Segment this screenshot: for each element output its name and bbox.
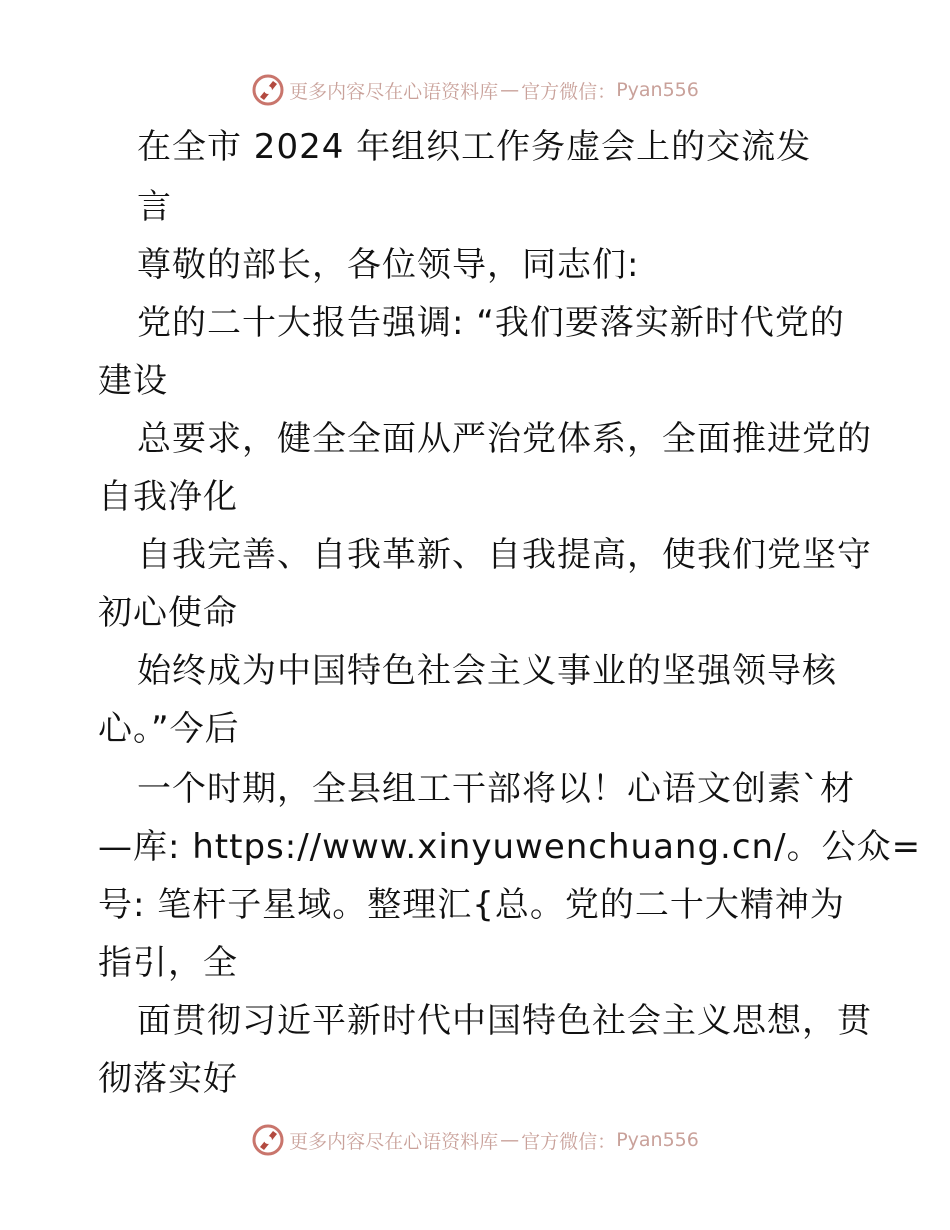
watermark-contact-id: Pyan556 — [616, 1129, 699, 1151]
paragraph-line: 自我净化 — [98, 477, 238, 517]
paragraph-line: 自我完善、自我革新、自我提高，使我们党坚守 — [137, 535, 872, 575]
brand-logo-icon — [251, 1123, 285, 1157]
paragraph-line: 初心使命 — [98, 593, 238, 633]
paragraph-line: 始终成为中国特色社会主义事业的坚强领导核 — [137, 651, 837, 691]
paragraph-line: 建设 — [98, 361, 168, 401]
watermark-contact-label: 官方微信： — [521, 80, 617, 103]
watermark-text: 更多内容尽在心语资料库 — [289, 1130, 499, 1153]
paragraph-line: 指引，全 — [98, 943, 238, 983]
watermark-separator: — — [500, 1129, 520, 1151]
paragraph-line: 号: 笔杆子星域。整理汇{总。党的二十大精神为 — [98, 885, 845, 925]
paragraph-line-url: —库: https://www.xinyuwenchuang.cn/。公众= — [98, 827, 922, 867]
brand-logo-icon — [251, 73, 285, 107]
paragraph-line: 面贯彻习近平新时代中国特色社会主义思想，贯 — [137, 1001, 872, 1041]
watermark-footer — [0, 1120, 950, 1160]
salutation: 尊敬的部长，各位领导，同志们: — [137, 245, 640, 285]
watermark-separator: — — [500, 79, 520, 101]
watermark-contact-id: Pyan556 — [616, 79, 699, 101]
document-title-line-2: 言 — [137, 187, 172, 227]
paragraph-line: 彻落实好 — [98, 1059, 238, 1099]
paragraph-line: 心。”今后 — [98, 709, 240, 749]
document-title-line-1: 在全市 2024 年组织工作务虚会上的交流发 — [137, 127, 812, 167]
watermark-text: 更多内容尽在心语资料库 — [289, 80, 499, 103]
watermark-contact-label: 官方微信： — [521, 1130, 617, 1153]
paragraph-line: 一个时期，全县组工干部将以！心语文创素`材 — [137, 769, 855, 809]
watermark-header — [0, 70, 950, 110]
paragraph-line: 党的二十大报告强调: “我们要落实新时代党的 — [137, 303, 845, 343]
paragraph-line: 总要求，健全全面从严治党体系，全面推进党的 — [137, 419, 872, 459]
